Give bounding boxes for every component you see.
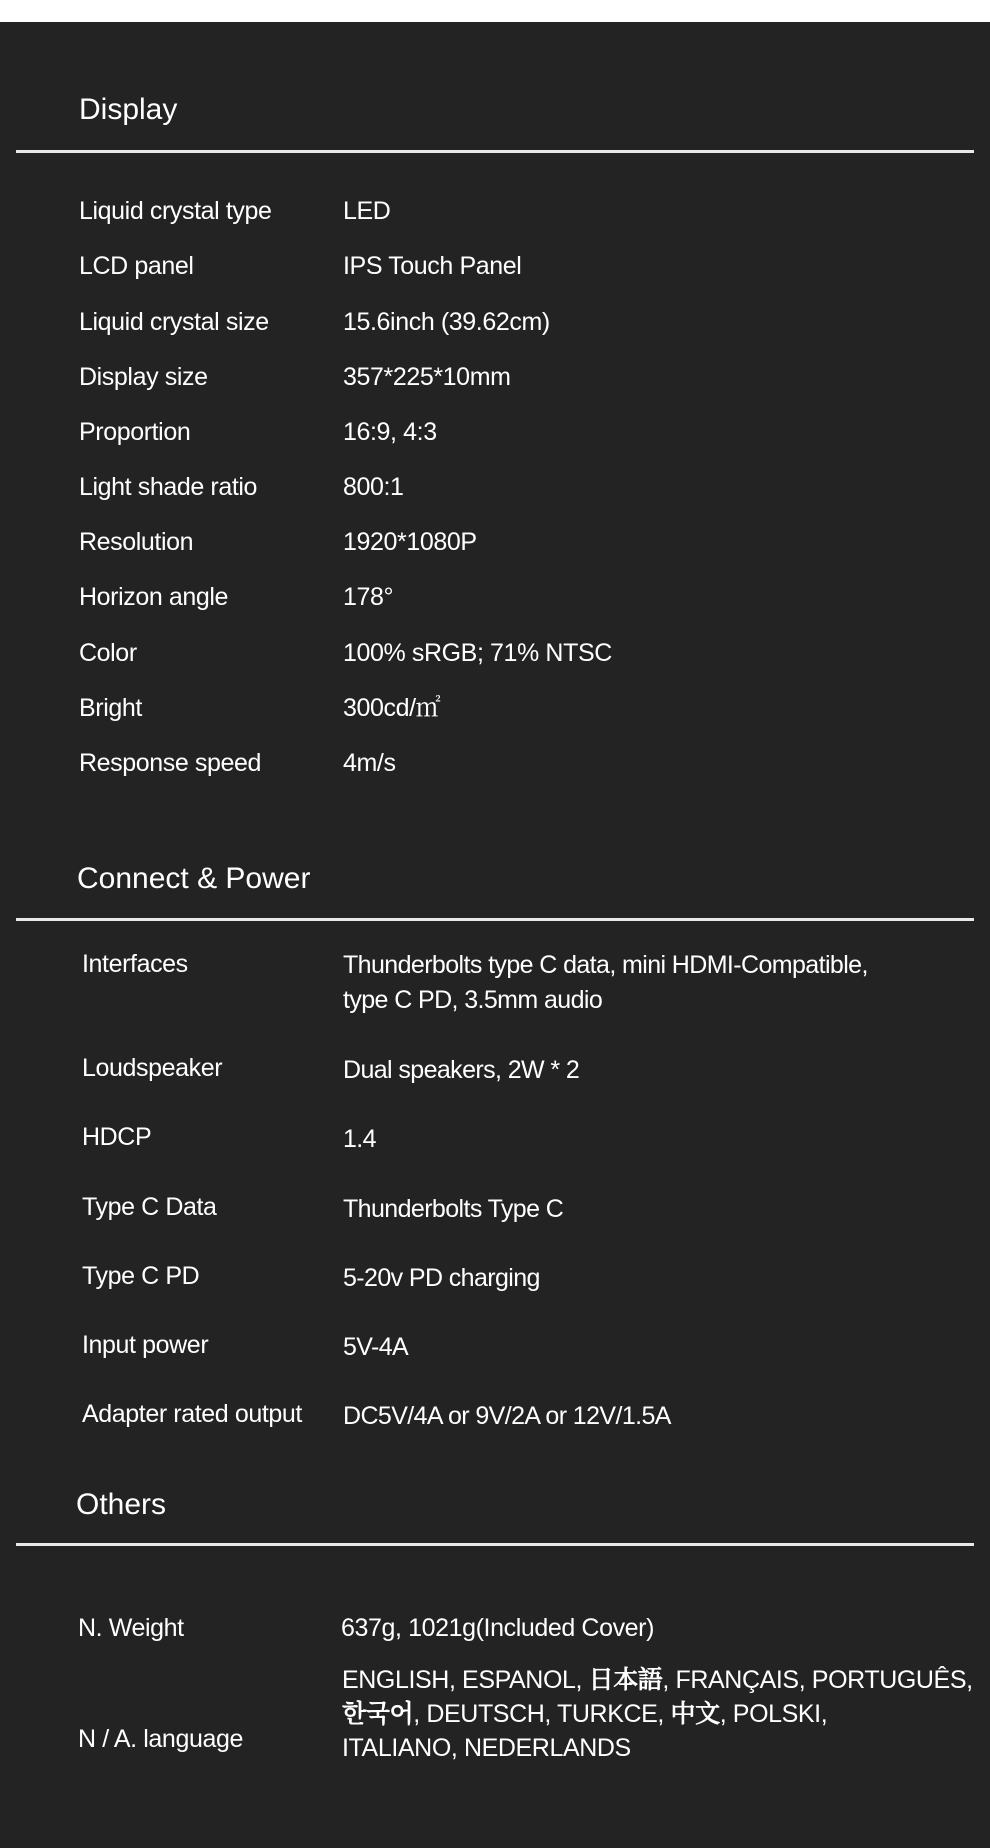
- spec-label: Horizon angle: [79, 583, 229, 611]
- spec-label: Proportion: [79, 418, 191, 446]
- section-divider: [16, 150, 974, 153]
- spec-label: Type C Data: [82, 1193, 217, 1221]
- language-line2: 한국어, DEUTSCH, TURKCE, 中文, POLSKI,: [342, 1700, 828, 1728]
- spec-panel: [0, 22, 990, 1848]
- spec-value: 15.6inch (39.62cm): [343, 308, 550, 336]
- spec-label: Adapter rated output: [82, 1400, 302, 1428]
- spec-label: Display size: [79, 363, 208, 391]
- spec-label: Light shade ratio: [79, 473, 258, 501]
- spec-label: N / A. language: [78, 1725, 243, 1753]
- section-title-connect-power: Connect & Power: [77, 862, 311, 895]
- spec-value-line1: Thunderbolts type C data, mini HDMI-Compatible,: [343, 951, 868, 979]
- spec-value: 4m/s: [343, 749, 396, 777]
- spec-value: 16:9, 4:3: [343, 418, 437, 446]
- spec-label: HDCP: [82, 1123, 152, 1151]
- spec-value: IPS Touch Panel: [343, 252, 522, 280]
- spec-value: 1920*1080P: [343, 528, 477, 556]
- spec-value: 800:1: [343, 473, 404, 501]
- spec-value: 1.4: [343, 1125, 376, 1153]
- spec-label: Liquid crystal size: [79, 308, 269, 336]
- spec-label: Input power: [82, 1331, 209, 1359]
- spec-value: 178°: [343, 583, 394, 611]
- spec-label: Resolution: [79, 528, 194, 556]
- section-divider: [16, 1543, 974, 1546]
- language-line1: ENGLISH, ESPANOL, 日本語, FRANÇAIS, PORTUGUÊS,: [342, 1666, 973, 1694]
- spec-value: 300cd/㎡: [343, 694, 441, 722]
- spec-label: Color: [79, 639, 137, 667]
- spec-label: Liquid crystal type: [79, 197, 272, 225]
- spec-label: Bright: [79, 694, 142, 722]
- section-divider: [16, 918, 974, 921]
- spec-label: Type C PD: [82, 1262, 200, 1290]
- spec-value: DC5V/4A or 9V/2A or 12V/1.5A: [343, 1402, 671, 1430]
- spec-value: 5-20v PD charging: [343, 1264, 540, 1292]
- spec-label: LCD panel: [79, 252, 194, 280]
- spec-label: Response speed: [79, 749, 262, 777]
- spec-value: 100% sRGB; 71% NTSC: [343, 639, 612, 667]
- spec-value: LED: [343, 197, 391, 225]
- spec-value-line2: type C PD, 3.5mm audio: [343, 986, 603, 1014]
- language-line3: ITALIANO, NEDERLANDS: [342, 1734, 631, 1762]
- spec-value: Thunderbolts Type C: [343, 1195, 564, 1223]
- spec-label: Interfaces: [82, 950, 188, 978]
- spec-value: 5V-4A: [343, 1333, 409, 1361]
- section-title-display: Display: [79, 93, 178, 126]
- spec-value: Dual speakers, 2W * 2: [343, 1056, 580, 1084]
- spec-label: Loudspeaker: [82, 1054, 223, 1082]
- spec-label: N. Weight: [78, 1614, 184, 1642]
- spec-value: 637g, 1021g(Included Cover): [341, 1614, 655, 1642]
- spec-value: 357*225*10mm: [343, 363, 511, 391]
- section-title-others: Others: [76, 1488, 167, 1521]
